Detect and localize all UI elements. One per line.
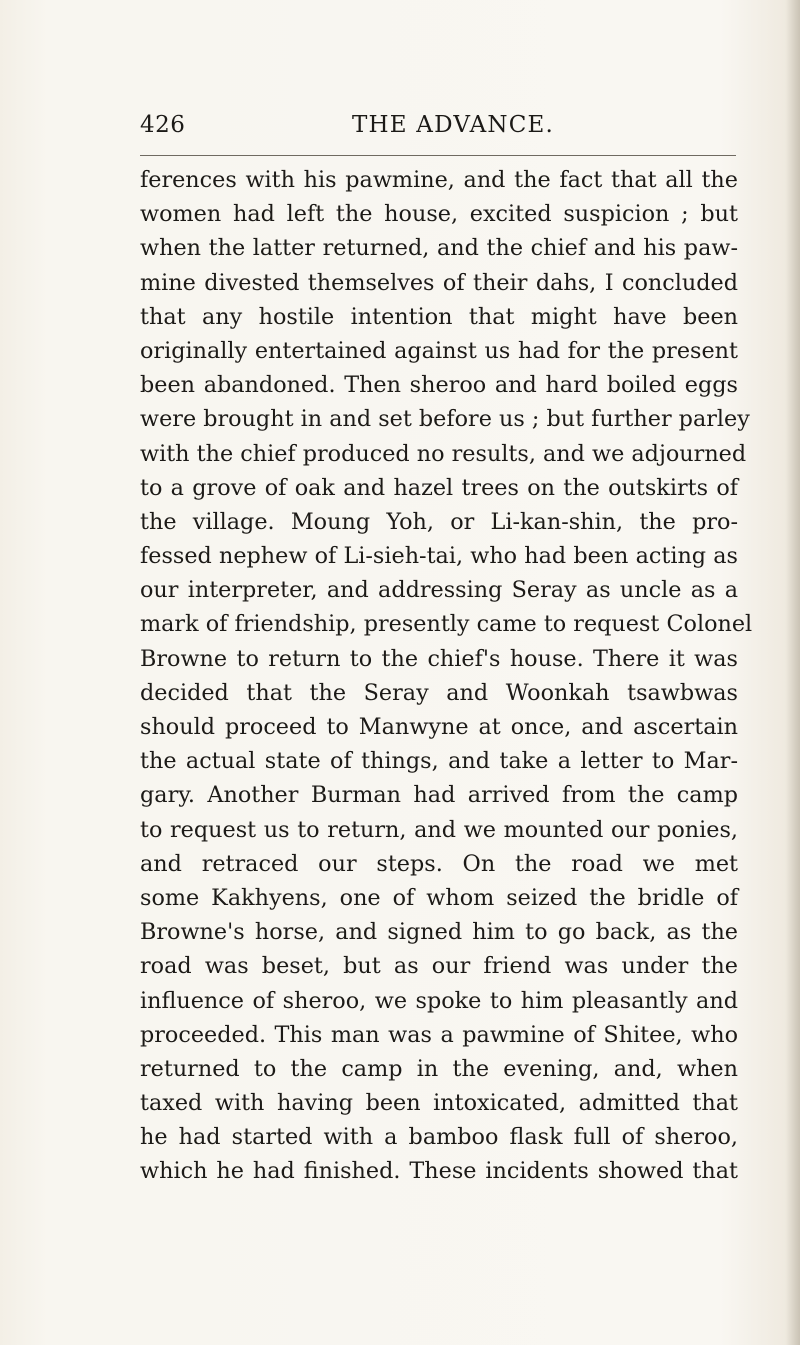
text-line: mark of friendship, presently came to request Colonel	[140, 611, 753, 638]
running-head: THE ADVANCE.	[352, 112, 555, 138]
text-line: women had left the house, excited suspicion ; but	[140, 201, 738, 228]
text-line: when the latter returned, and the chief and his paw-	[140, 235, 738, 262]
text-line: should proceed to Manwyne at once, and ascertain	[140, 714, 738, 740]
text-line: been abandoned. Then sheroo and hard boiled eggs	[140, 372, 738, 399]
text-line: were brought in and set before us ; but further parley	[140, 406, 750, 433]
text-line: he had started with a bamboo flask full of sheroo,	[140, 1124, 738, 1151]
text-line: Browne's horse, and signed him to go back, as the	[140, 919, 738, 946]
text-line: returned to the camp in the evening, and, when	[140, 1055, 738, 1082]
text-line: some Kakhyens, one of whom seized the bridle of	[140, 884, 738, 911]
text-line: with the chief produced no results, and we adjourned	[140, 440, 747, 467]
text-line: Browne to return to the chief's house. There it was	[140, 645, 738, 672]
text-line: taxed with having been intoxicated, admitted that	[140, 1090, 738, 1117]
text-line: that any hostile intention that might have been	[140, 303, 738, 330]
text-line: gary. Another Burman had arrived from the camp	[140, 782, 738, 809]
body-text	[140, 163, 753, 1189]
text-line: ferences with his pawmine, and the fact that all the	[140, 167, 738, 193]
text-line: to request us to return, and we mounted our ponies,	[140, 816, 738, 843]
text-line: influence of sheroo, we spoke to him pleasantly and	[140, 987, 738, 1014]
text-line: fessed nephew of Li-sieh-tai, who had been acting as	[140, 543, 738, 570]
page-number: 426	[140, 112, 186, 138]
text-line: road was beset, but as our friend was under the	[140, 953, 738, 980]
text-line: our interpreter, and addressing Seray as uncle as a	[140, 577, 738, 604]
header-rule	[140, 155, 736, 156]
page-header	[140, 112, 736, 148]
text-line: proceeded. This man was a pawmine of Shitee, who	[140, 1021, 738, 1048]
text-line: mine divested themselves of their dahs, I concluded	[140, 269, 738, 296]
text-line: decided that the Seray and Woonkah tsawbwas	[140, 679, 738, 706]
text-line: which he had finished. These incidents showed that	[140, 1158, 738, 1185]
text-line: to a grove of oak and hazel trees on the outskirts of	[140, 474, 738, 501]
text-line: the actual state of things, and take a letter to Mar-	[140, 748, 738, 775]
text-line: and retraced our steps. On the road we met	[140, 850, 738, 877]
text-line: originally entertained against us had for the present	[140, 337, 738, 364]
text-line: the village. Moung Yoh, or Li-kan-shin, the pro-	[140, 508, 738, 535]
page-edge-shadow	[786, 0, 800, 1345]
